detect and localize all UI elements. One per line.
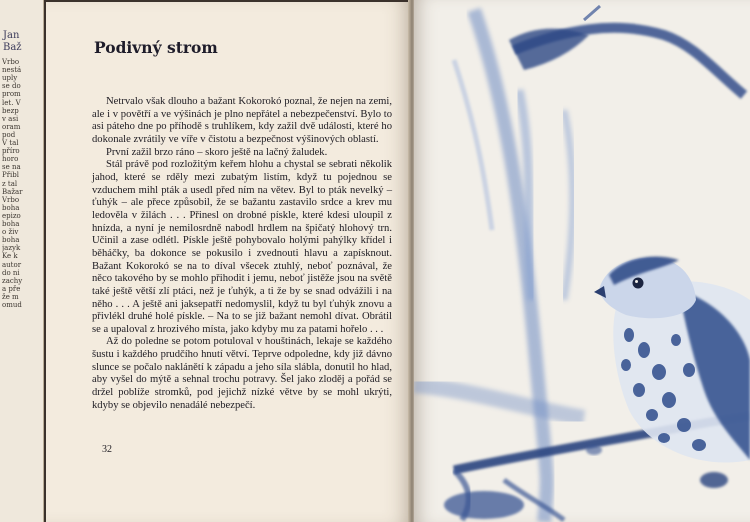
bird-eye (633, 278, 644, 289)
underlying-text-line: boha (2, 220, 20, 228)
top-twig (584, 6, 600, 20)
page-body-text (92, 96, 392, 412)
reed-stroke (454, 60, 492, 230)
underlying-text-line: o živ (2, 228, 19, 237)
underlying-text-line: a pře (2, 284, 21, 293)
page-number: 32 (102, 444, 112, 455)
underlying-text-line: oram (2, 122, 21, 131)
chapter-title: Podivný strom (94, 38, 218, 57)
bottom-blot (444, 491, 524, 519)
underlying-text-line: uply (2, 74, 18, 83)
underlying-text-line: bezp (2, 106, 19, 115)
underlying-text-line: boha (2, 236, 20, 245)
underlying-text-line: v asi (2, 114, 19, 123)
underlying-text-line: zachy (2, 276, 23, 285)
underlying-text-line: nestá (2, 66, 22, 75)
underlying-page-edge (0, 0, 44, 522)
underlying-text-line: se do (2, 82, 21, 91)
underlying-text-line: se na (2, 163, 21, 172)
reed-stroke (474, 10, 547, 522)
underlying-text-line: Vrbo (2, 195, 20, 204)
underlying-header-2: Baž (3, 42, 22, 53)
reed-stroke (564, 110, 573, 300)
underlying-text-line: Vrbo (2, 58, 20, 66)
underlying-text-line: epizo (2, 211, 21, 220)
underlying-text-line: prom (2, 90, 21, 99)
right-page (414, 0, 750, 522)
underlying-header-1: Jan (3, 30, 20, 41)
underlying-text-line: pod (2, 130, 16, 139)
underlying-text-line: omud (2, 301, 22, 309)
underlying-text-line: z tal (2, 179, 18, 188)
top-branch-blot (509, 29, 589, 70)
underlying-text-line: do ni (2, 268, 20, 277)
ink-blot (700, 472, 728, 488)
underlying-text-line: boha (2, 203, 20, 212)
underlying-text-line: autor (2, 260, 22, 269)
underlying-text-line: Ke k (2, 252, 18, 261)
underlying-text-line: jazyk (2, 244, 21, 253)
ink-blot (586, 445, 602, 455)
paragraph: První zažil brzo ráno – skoro ještě na lačný žaludek. (106, 146, 328, 158)
paragraph: Až do poledne se potom potuloval v houštinách, lekaje se každého šustu i každého prudčího hnutí větví. Teprve odpoledne, kdy již dávno slunce se počalo naklánětí k západu a jeho síla slábla, donutil ho hlad, aby vyšel do mýtě a sehnal trochu potravy. Šel jako zloděj a pořád se držel poblíže stromků, pod jejichž nízké větve by se mohl ukrýti, kdyby se objevilo nenadálé nebezpečí. (92, 336, 392, 411)
underlying-text-line: Přibl (2, 171, 20, 180)
paragraph: Stál právě pod rozložitým keřem hlohu a chystal se sebrati několik jahod, které se rděly mezi zubatým listím, když tu pojednou se vzduchem mihl pták a usedl před ním na větev. Byl to pták nevelký – ťuhýk – ale přece způsobil, že se bažantu zastavilo srdce a krev mu ledověla v žilách . . . Přinesl on drobné pískle, které kdesi uloupil z hnízda, a nyní je nemilosrdně nabodl hrdlem na špičatý hlohový trn. Učinil a zase odlétl. Pískle ještě pohybovalo holými pahýlky křídel i běháčky, ba dokonce se pokusilo i zvednouti hlavu a zapísknout. Bažant Kokorokó se na to díval všecek ztuhlý, neboť poznával, že něco takového by se mohlo přihodit i jemu, neboť jistěže jsou na světě také ještě větší zlí ptáci, než je ťuhýk, a ti že by se snad odvážili i na něho . . . A ještě ani jaksepatří nedomyslil, když tu byl ťuhýk znovu a přivlékl druhé holé pískle. – Na to se již bažant nemohl dívat. Obrátil se a upaloval z hrozivého místa, jako kdyby mu za patami hořelo . . . (92, 159, 392, 335)
underlying-text-line: let. V (2, 98, 21, 107)
underlying-text-line: Bažar (2, 187, 23, 196)
lower-wash (414, 385, 584, 418)
bird-illustration (414, 0, 750, 522)
underlying-text-line: že m (2, 292, 19, 301)
left-page (46, 2, 412, 522)
underlying-text-line: horo (2, 155, 19, 164)
paragraph: Netrvalo však dlouho a bažant Kokorokó poznal, že nejen na zemi, ale i v povětří a ve výšinách je plno nepřátel a nebezpečenství. Bylo to asi páteho dne po příhodě s truhlíkem, kdy zažil dvě události, které ho dokonale zvrátily ve víře v čistotu a bezpečnost výšinových oblastí. (92, 96, 392, 145)
underlying-text-line: příro (2, 147, 20, 156)
underlying-text-line: V tal (2, 139, 19, 147)
